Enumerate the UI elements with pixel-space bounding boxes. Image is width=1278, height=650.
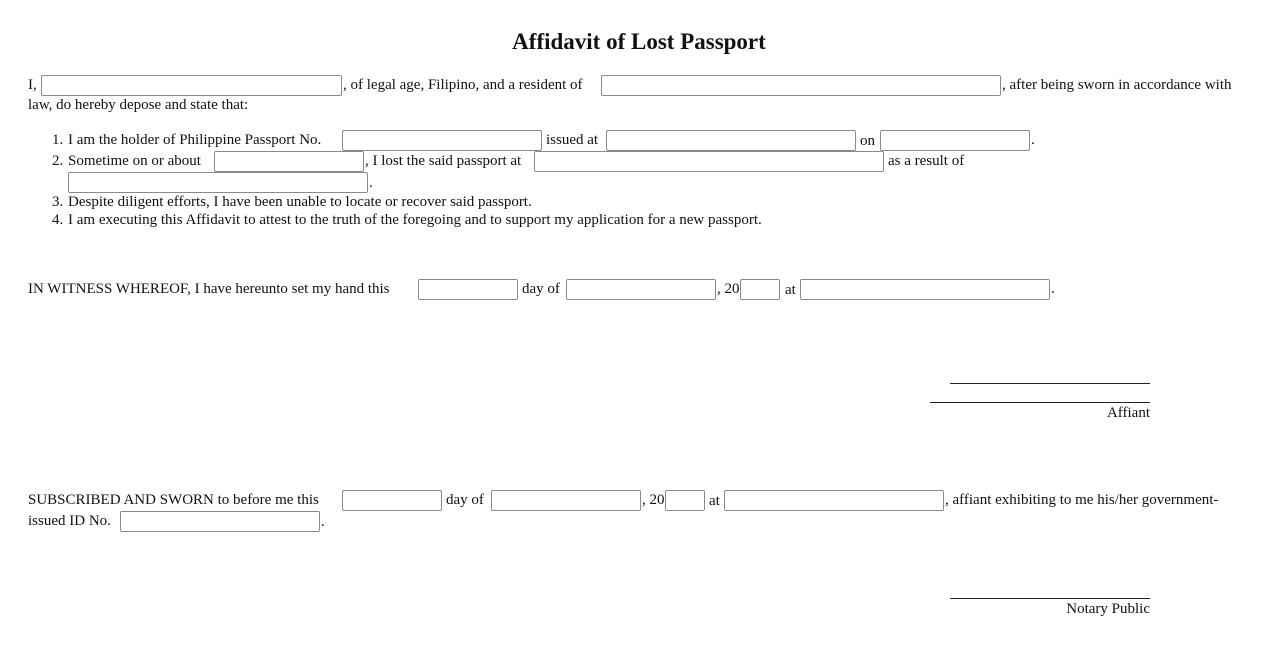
affiant-label: Affiant <box>1106 405 1150 421</box>
residence-field[interactable] <box>601 75 1001 96</box>
sworn-year-field[interactable] <box>665 490 705 511</box>
lost-date-field[interactable] <box>214 151 364 172</box>
witness-month-field[interactable] <box>566 279 716 300</box>
lost-place-field[interactable] <box>534 151 884 172</box>
notary-label: Notary Public <box>1066 601 1150 617</box>
sworn-at: at <box>709 493 720 509</box>
issued-at-field[interactable] <box>606 130 856 151</box>
sworn-after-place: , affiant exhibiting to me his/her government- <box>945 492 1219 508</box>
item-3-text: Despite diligent efforts, I have been unable to locate or recover said passport. <box>68 194 532 210</box>
issued-on-date-field[interactable] <box>880 130 1030 151</box>
item-4-number: 4. <box>52 212 64 228</box>
passport-number-field[interactable] <box>342 130 542 151</box>
item-1-end: . <box>1031 132 1035 148</box>
witness-end: . <box>1051 281 1055 297</box>
sworn-day-of: day of <box>446 492 484 508</box>
affiant-signature-line <box>930 402 1150 403</box>
intro-line2: law, do hereby depose and state that: <box>28 97 249 113</box>
witness-at: at <box>785 282 796 298</box>
item-4-text: I am executing this Affidavit to attest to the truth of the foregoing and to support my application for a new passport. <box>68 212 762 228</box>
affiant-signature-line-upper <box>950 383 1150 384</box>
item-1-text: I am the holder of Philippine Passport No. <box>68 132 322 148</box>
witness-year-prefix: , 20 <box>717 281 740 297</box>
item-1-on: on <box>860 133 875 149</box>
intro-prefix: I, <box>28 77 37 93</box>
witness-year-field[interactable] <box>740 279 780 300</box>
item-2-result-of: as a result of <box>888 153 965 169</box>
document-title: Affidavit of Lost Passport <box>512 29 766 54</box>
sworn-day-field[interactable] <box>342 490 442 511</box>
intro-after-name: , of legal age, Filipino, and a resident of <box>343 77 583 93</box>
sworn-line2: issued ID No. <box>28 513 111 529</box>
item-1-issued-at: issued at <box>546 132 599 148</box>
witness-day-of: day of <box>522 281 560 297</box>
sworn-month-field[interactable] <box>491 490 641 511</box>
item-1-number: 1. <box>52 132 64 148</box>
lost-cause-field[interactable] <box>68 172 368 193</box>
sworn-year-prefix: , 20 <box>642 492 665 508</box>
item-2-end: . <box>369 175 373 191</box>
witness-place-field[interactable] <box>800 279 1050 300</box>
id-number-field[interactable] <box>120 511 320 532</box>
affiant-name-field[interactable] <box>41 75 342 96</box>
notary-signature-line <box>950 598 1150 599</box>
sworn-text: SUBSCRIBED AND SWORN to before me this <box>28 492 319 508</box>
sworn-place-field[interactable] <box>724 490 944 511</box>
item-2-lost-at: , I lost the said passport at <box>365 153 522 169</box>
item-3-number: 3. <box>52 194 64 210</box>
intro-after-residence: , after being sworn in accordance with <box>1002 77 1232 93</box>
sworn-end: . <box>321 514 325 530</box>
item-2-text: Sometime on or about <box>68 153 201 169</box>
item-2-number: 2. <box>52 153 64 169</box>
witness-text: IN WITNESS WHEREOF, I have hereunto set my hand this <box>28 281 390 297</box>
witness-day-field[interactable] <box>418 279 518 300</box>
